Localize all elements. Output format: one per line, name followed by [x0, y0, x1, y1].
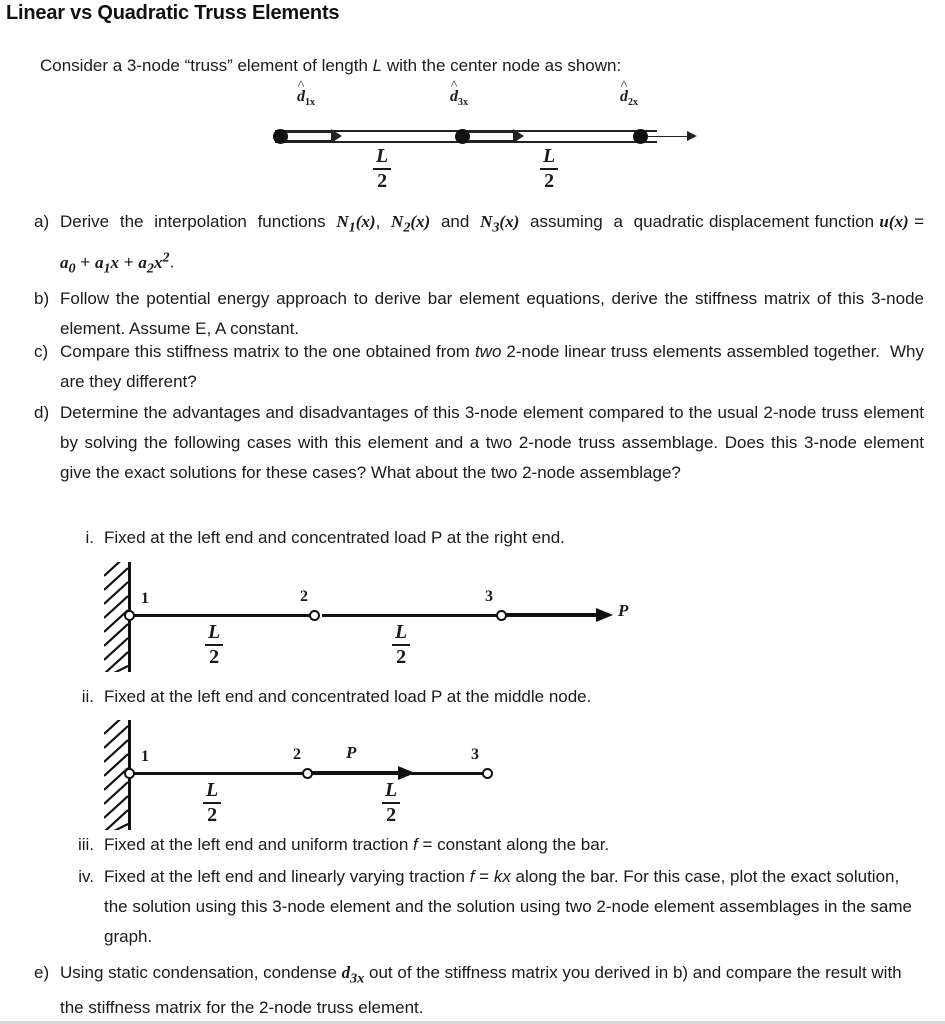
case-i-figure [100, 560, 640, 675]
question-text-c: Compare this stiffness matrix to the one obtained from two 2-node linear truss elements assembled together. Why are they different? [60, 342, 924, 391]
member-segment-1-2 [133, 614, 313, 617]
question-item-e [34, 958, 924, 1023]
dimension-denominator: 2 [377, 170, 388, 192]
math-ux: u(x) [879, 212, 909, 231]
dimension-numerator: L [540, 146, 558, 170]
math-N3: $N_3(x)$ [480, 212, 520, 236]
case-ii-figure [100, 718, 540, 833]
case-ii-dimension-right [382, 780, 400, 826]
emphasis-two: two [474, 342, 502, 361]
case-ii-load-arrow [312, 766, 416, 780]
math-N1: $N_1(x)$ [336, 212, 376, 236]
case-i-node-label-2: 2 [300, 588, 308, 605]
dimension-numerator: L [392, 622, 410, 646]
case-i-dimension-right [392, 622, 410, 668]
math-N2: $N_2(x)$ [391, 212, 431, 236]
intro-symbol-L: L [372, 56, 383, 75]
dimension-denominator: 2 [207, 804, 218, 826]
dimension-denominator: 2 [209, 646, 220, 668]
question-list-e [34, 958, 924, 1024]
case-iv-text-after: along the bar. For this case, plot the exact solution, the solution using this 3-node element and the solution using two 2-node element assemblages in the same graph. [104, 867, 913, 946]
member-segment-1-2 [133, 772, 305, 775]
question-list-d [34, 398, 924, 489]
dimension-half-L-left [373, 146, 391, 192]
question-item-b [34, 284, 924, 344]
dimension-numerator: L [205, 622, 223, 646]
member-segment-2-3 [411, 772, 487, 775]
case-i-node-1 [124, 610, 135, 621]
math-d3x: $d_{3x}$ [341, 963, 365, 987]
case-text-iv: Fixed at the left end and linearly varying traction f = kx along the bar. For this case, plot the exact solution, the solution using this 3-node element and the solution using two 2-node element assemblages in the same graph. [104, 867, 913, 946]
math-a2x2: $a_2x^2$ [138, 249, 170, 277]
dimension-denominator: 2 [544, 170, 555, 192]
member-segment-2-3 [322, 614, 502, 617]
dof-label-d2x: ^ $d_{2x}$ [620, 88, 638, 108]
dof-label-d1x: ^ $d_{1x}$ [297, 88, 315, 108]
displacement-arrow-2 [647, 132, 699, 141]
case-ii-node-label-3: 3 [471, 746, 479, 763]
case-i-node-2 [309, 610, 320, 621]
case-i-dimension-left [205, 622, 223, 668]
dimension-denominator: 2 [386, 804, 397, 826]
question-marker-c: c) [34, 342, 49, 361]
case-text-iii [104, 830, 926, 860]
case-item-i [60, 523, 926, 553]
question-item-c [34, 337, 924, 397]
case-ii-dimension-left [203, 780, 221, 826]
question-text-e: Using static condensation, condense $d_{3x}$ out of the stiffness matrix you derived in b) and compare the result with the stiffness matrix for the 2-node truss element. [60, 963, 902, 1018]
case-iv-symbol-kx: kx [493, 867, 511, 886]
case-marker-ii: ii. [81, 687, 94, 706]
dof-label-d3x: ^ $d_{3x}$ [450, 88, 468, 108]
case-marker-i: i. [85, 528, 94, 547]
case-item-ii [60, 682, 926, 712]
question-marker-d: d) [34, 403, 50, 422]
case-iv-text-before: Fixed at the left end and linearly varying traction [104, 867, 470, 886]
case-i-node-label-1: 1 [141, 590, 149, 607]
case-text-i: Fixed at the left end and concentrated load P at the right end. [104, 528, 565, 547]
displacement-arrow-3 [467, 132, 525, 141]
case-ii-load-label: P [346, 743, 357, 762]
case-item-iv [60, 862, 926, 952]
question-text-a: Derive the interpolation functions $N_1(x)$, $N_2(x)$ and $N_3(x)$ assuming a quadratic displacement function $u(x) = a_0 + a_1x + a_2x^2$. [60, 212, 924, 277]
displacement-arrow-1 [285, 132, 343, 141]
case-marker-iii: iii. [77, 835, 94, 854]
case-ii-node-1 [124, 768, 135, 779]
dimension-numerator: L [203, 780, 221, 804]
case-i-load-arrow [506, 608, 614, 622]
question-item-a [34, 207, 924, 283]
truss-element-diagram [255, 88, 715, 198]
case-iv-symbol-f: f [469, 867, 475, 886]
case-item-iii [60, 830, 926, 860]
case-i-node-label-3: 3 [485, 588, 493, 605]
case-marker-iv: iv. [78, 867, 94, 886]
intro-text-after: with the center node as shown: [382, 56, 622, 75]
case-i-load-label: P [618, 601, 629, 620]
case-iii-text-before: Fixed at the left end and uniform traction [104, 835, 414, 854]
question-marker-a: a) [34, 212, 50, 231]
case-iii-text-after: = constant along the bar. [417, 835, 610, 854]
dimension-denominator: 2 [396, 646, 407, 668]
case-iii-symbol-f: f [413, 835, 418, 854]
question-item-d [34, 398, 924, 488]
question-marker-e: e) [34, 963, 50, 982]
intro-text-before: Consider a 3-node “truss” element of length [40, 56, 373, 75]
question-text-d: Determine the advantages and disadvantages of this 3-node element compared to the usual 2-node truss element by solving the following cases with this element and a two 2-node truss assemblage. Does this 3-node element give the exact solutions for these cases? What about the two 2-node assemblage? [60, 403, 924, 482]
math-a1x: $a_1x$ [94, 253, 120, 277]
element-node-2 [633, 129, 648, 144]
question-text-b: Follow the potential energy approach to derive bar element equations, derive the stiffness matrix of this 3-node element. Assume E, A constant. [60, 289, 924, 339]
dimension-numerator: L [382, 780, 400, 804]
math-a0: $a_0$ [60, 253, 76, 277]
question-marker-b: b) [34, 289, 50, 309]
dimension-numerator: L [373, 146, 391, 170]
dimension-half-L-right [540, 146, 558, 192]
question-list-ab [34, 207, 924, 345]
intro-paragraph [40, 56, 621, 76]
case-ii-node-label-1: 1 [141, 748, 149, 765]
case-text-ii: Fixed at the left end and concentrated load P at the middle node. [104, 687, 592, 706]
case-ii-node-3 [482, 768, 493, 779]
page-title: Linear vs Quadratic Truss Elements [6, 2, 340, 24]
case-ii-node-label-2: 2 [293, 746, 301, 763]
question-list-c [34, 337, 924, 398]
